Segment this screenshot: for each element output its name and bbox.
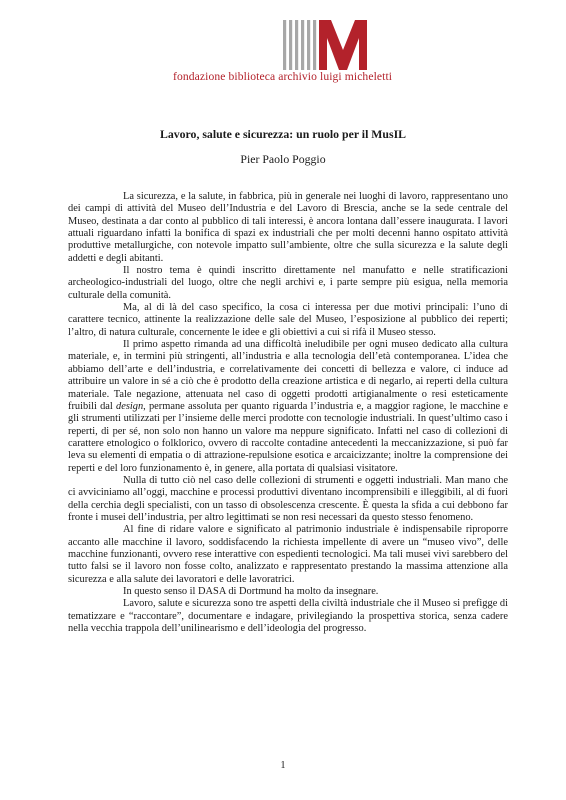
paragraph: Nulla di tutto ciò nel caso delle collezioni di strumenti e oggetti industriali. Man mano che ci avviciniamo all’oggi, macchine e processi produttivi diventano incomprensibili e illeggibili, al di fuori della cerchia degli specialisti, con un tasso di obsolescenza crescente. È questa la sfida a cui debbono far fronte i musei dell’industria, per altro legittimati se non resi necessari da questo stesso fenomeno. (68, 474, 508, 523)
paragraph: Al fine di ridare valore e significato al patrimonio industriale è indispensabile riproporre accanto alle macchine il lavoro, soddisfacendo la richiesta impellente di avere un “museo vivo”, delle macchine funzionanti, ovvero rese interattive con espedienti tecnologici. Ma tali musei vivi sarebbero del tutto falsi se il lavoro non fosse colto, analizzato e rappresentato prestando la massima attenzione alla sicurezza e alla salute dei lavoratori e delle lavoratrici. (68, 524, 508, 585)
paragraph: Lavoro, salute e sicurezza sono tre aspetti della civiltà industriale che il Museo si prefigge di tematizzare e “raccontare”, documentare e indagare, privilegiando la prospettiva storica, senza cadere nella vecchia trappola dell’unilinearismo e dell’ideologia del progresso. (68, 598, 508, 635)
paragraph: In questo senso il DASA di Dortmund ha molto da insegnare. (123, 586, 379, 597)
paragraph: Il primo aspetto rimanda ad una difficoltà ineludibile per ogni museo dedicato alla cultura materiale, e, in termini più stringenti, all’industria e alla tecnologia dell’età contemporanea. L’idea che abbiamo dell’arte e dell’industria, e correlativamente dei concetti di bellezza e valore, ci induce ad attribuire un valore in sé a ciò che è prodotto della creazione artistica e di negarlo, ai reperti della cultura materiale. Tale negazione, attenuata nel caso di oggetti prodotti artigianalmente o resi esteticamente fruibili dal design, permane assoluta per quanto riguarda l’industria e, a maggior ragione, le macchine e gli strumenti utilizzati per l’insieme delle merci prodotte con tecnologie industriali. In quest’ultimo caso i reperti, di per sé, non solo non hanno un valore ma neppure significato. Infatti nel caso di collezioni di carattere etnologico o folklorico, ovvero di raccolte contadine antecedenti la meccanizzazione, si può far leva su elementi di empatia o di attrazione-repulsione esotica e arcaicizzante; inoltre la comprensione dei reperti e del loro funzionamento è, in genere, alla portata di qualsiasi visitatore. (68, 339, 508, 474)
paragraph: La sicurezza, e la salute, in fabbrica, più in generale nei luoghi di lavoro, rappresentano uno dei campi di attività del Museo dell’Industria e del Lavoro di Brescia, anche se la sede centrale del Museo, destinata a dar conto al pubblico di tali interessi, è ancora lontana dall’essere inaugurata. I lavori attuali riguardano infatti la bonifica di spazi ex industriali che per molti decenni hanno ospitato attività produttive metallurgiche, con notevole impatto sull’ambiente, oltre che sulla sicurezza e la salute degli addetti e degli abitanti. (68, 191, 508, 264)
document-author: Pier Paolo Poggio (240, 152, 326, 166)
page-number: 1 (280, 760, 286, 771)
logo (173, 16, 413, 82)
museum-m-logo-icon (283, 16, 373, 70)
paragraph: Il nostro tema è quindi inscritto direttamente nel manufatto e nelle stratificazioni archeologico-industriali del luogo, oltre che negli archivi e, i parte sempre più esigua, nella memoria culturale della comunità. (68, 265, 508, 301)
document-title: Lavoro, salute e sicurezza: un ruolo per il MusIL (159, 127, 407, 141)
document-body (68, 191, 508, 635)
paragraph: Ma, al di là del caso specifico, la cosa ci interessa per due motivi principali: l’uno di carattere tecnico, attinente la realizzazione delle sale del Museo, l’esposizione al pubblico dei reperti; l’altro, di natura culturale, concernente le idee e gli obiettivi a cui si rifà il Museo stesso. (68, 302, 508, 338)
logo-caption: fondazione biblioteca archivio luigi micheletti (173, 70, 393, 83)
